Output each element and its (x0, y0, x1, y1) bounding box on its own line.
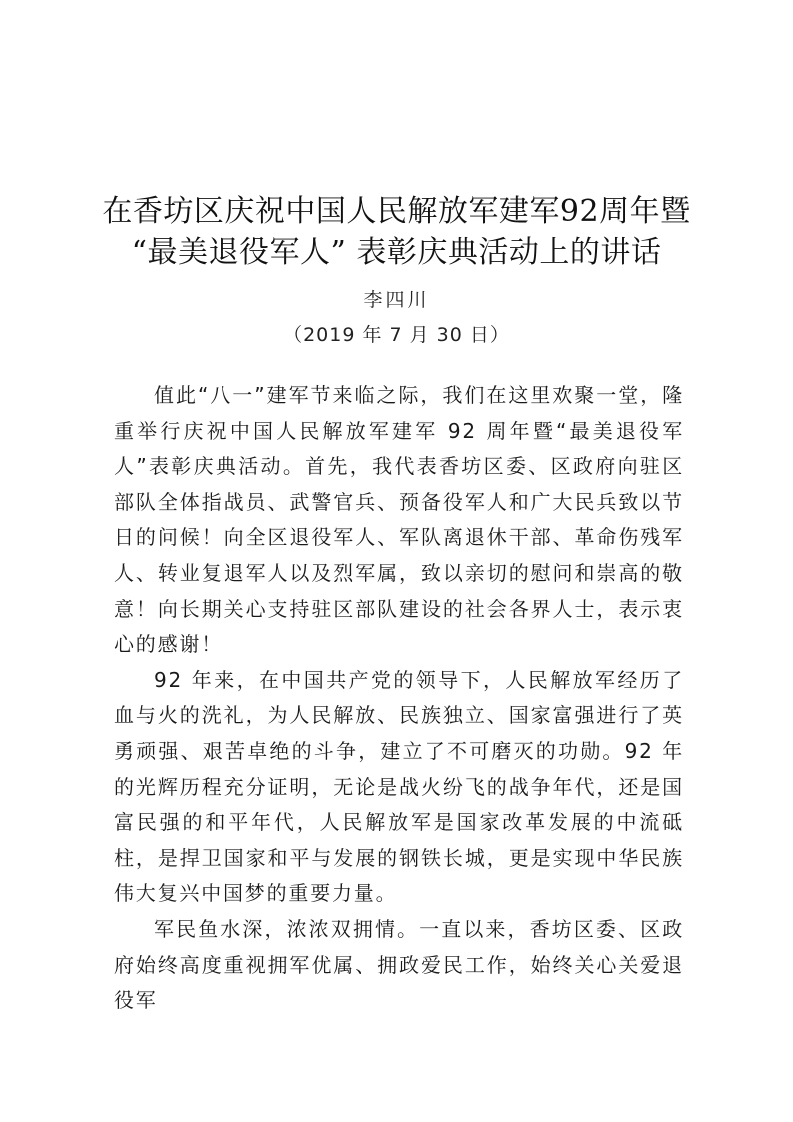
title-line-1: 在香坊区庆祝中国人民解放军建军92周年暨 (102, 194, 691, 229)
paragraph-1: 值此“八一”建军节来临之际，我们在这里欢聚一堂，隆重举行庆祝中国人民解放军建军 92 周年暨“最美退役军人”表彰庆典活动。首先，我代表香坊区委、区政府向驻区部队全体指战员、武警官兵、预备役军人和广大民兵致以节日的问候！向全区退役军人、军队离退休干部、革命伤残军人、转业复退军人以及烈军属，致以亲切的慰问和崇高的敬意！向长期关心支持驻区部队建设的社会各界人士，表示衷心的感谢！ (114, 383, 684, 657)
author: 李四川 (363, 289, 430, 311)
title-line-2: “最美退役军人” 表彰庆典活动上的讲话 (131, 235, 662, 270)
paragraph-2: 92 年来，在中国共产党的领导下，人民解放军经历了血与火的洗礼，为人民解放、民族独立、国家富强进行了英勇顽强、艰苦卓绝的斗争，建立了不可磨灭的功勋。92 年的光辉历程充分证明，无论是战火纷飞的战争年代，还是国富民强的和平年代，人民解放军是国家改革发展的中流砥柱，是捍卫国家和平与发展的钢铁长城，更是实现中华民族伟大复兴中国梦的重要力量。 (114, 667, 684, 906)
paragraph-3: 军民鱼水深，浓浓双拥情。一直以来，香坊区委、区政府始终高度重视拥军优属、拥政爱民工作，始终关心关爱退役军 (114, 916, 684, 1013)
speech-body (114, 378, 684, 1019)
speech-date: （2019 年 7 月 30 日） (283, 324, 510, 346)
